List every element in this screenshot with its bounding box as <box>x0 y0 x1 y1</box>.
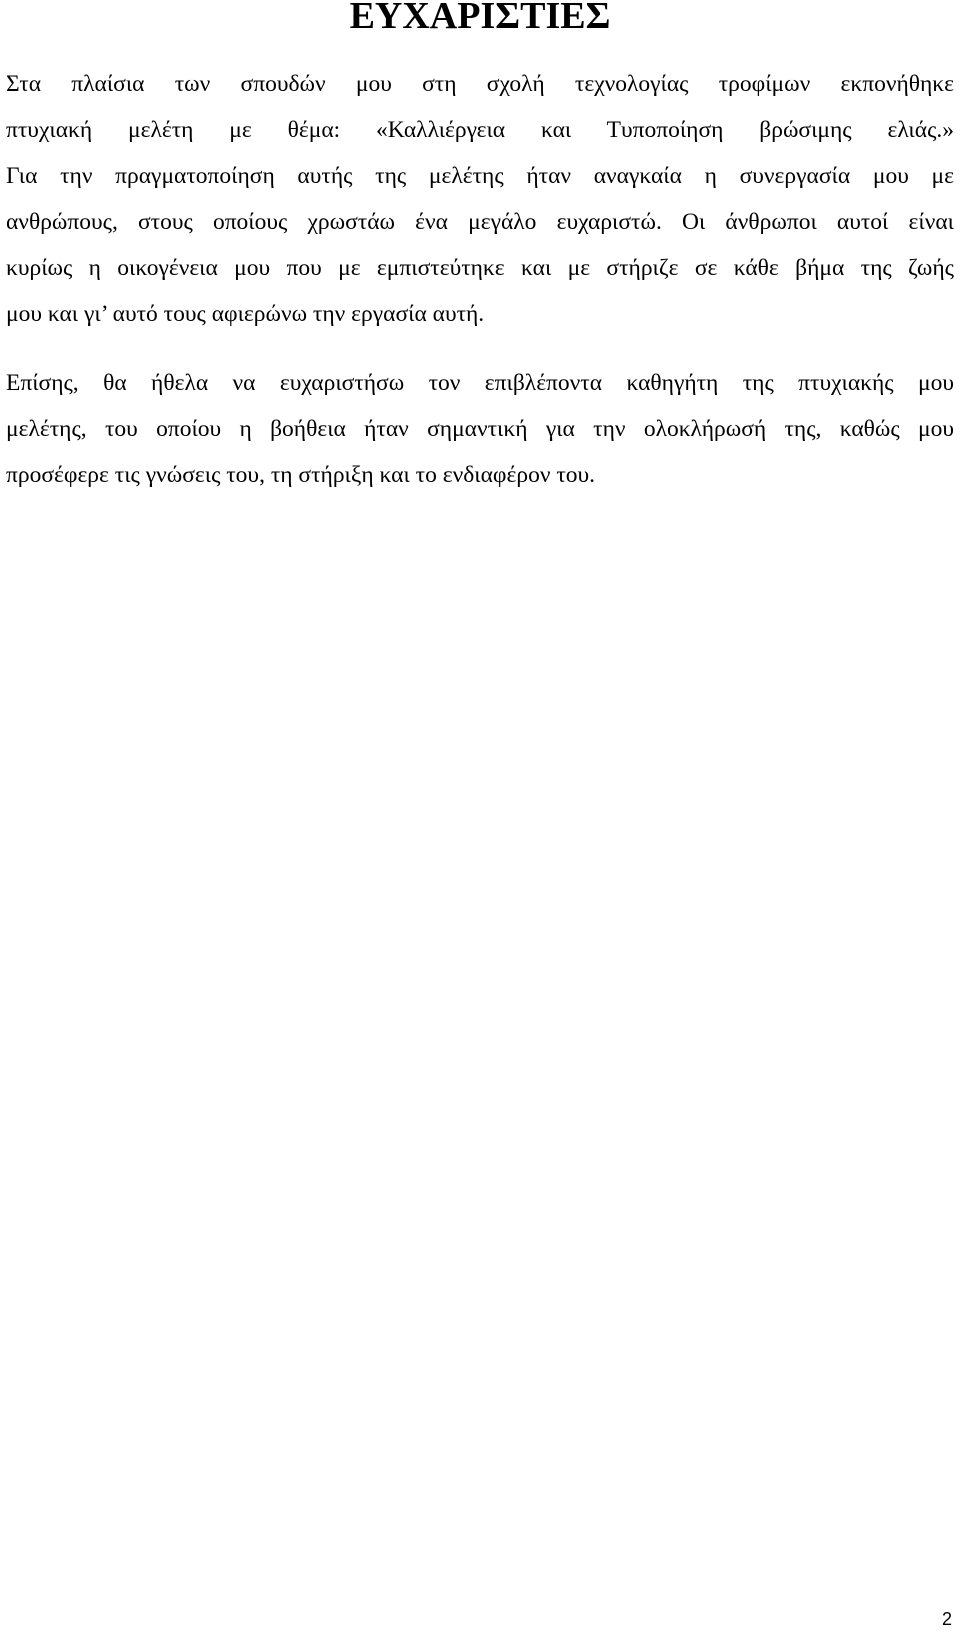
paragraph-acknowledgements-2 <box>6 360 954 498</box>
paragraph-line: πτυχιακή μελέτη με θέμα: «Καλλιέργεια και Τυποποίηση βρώσιμης ελιάς.» <box>6 117 954 143</box>
paragraph-line: κυρίως η οικογένεια μου που με εμπιστεύτηκε και με στήριζε σε κάθε βήμα της ζωής <box>6 255 954 281</box>
paragraph-line: Επίσης, θα ήθελα να ευχαριστήσω τον επιβλέποντα καθηγήτη της πτυχιακής μου <box>6 370 954 396</box>
paragraph-line: ανθρώπους, στους οποίους χρωστάω ένα μεγάλο ευχαριστώ. Οι άνθρωποι αυτοί είναι <box>6 209 954 235</box>
page-number: 2 <box>941 1609 952 1629</box>
paragraph-line: Στα πλαίσια των σπουδών μου στη σχολή τεχνολογίας τροφίμων εκπονήθηκε <box>6 71 954 97</box>
paragraph-line: Για την πραγματοποίηση αυτής της μελέτης ήταν αναγκαία η συνεργασία μου με <box>6 163 954 189</box>
paragraph-line: προσέφερε τις γνώσεις του, τη στήριξη και το ενδιαφέρον του. <box>6 462 596 488</box>
paragraph-line: μου και γι’ αυτό τους αφιερώνω την εργασία αυτή. <box>6 301 485 327</box>
paragraph-acknowledgements-1 <box>6 61 954 337</box>
paragraph-line: μελέτης, του οποίου η βοήθεια ήταν σημαντική για την ολοκλήρωσή της, καθώς μου <box>6 416 954 442</box>
page-title: ΕΥΧΑΡΙΣΤΙΕΣ <box>349 0 611 37</box>
